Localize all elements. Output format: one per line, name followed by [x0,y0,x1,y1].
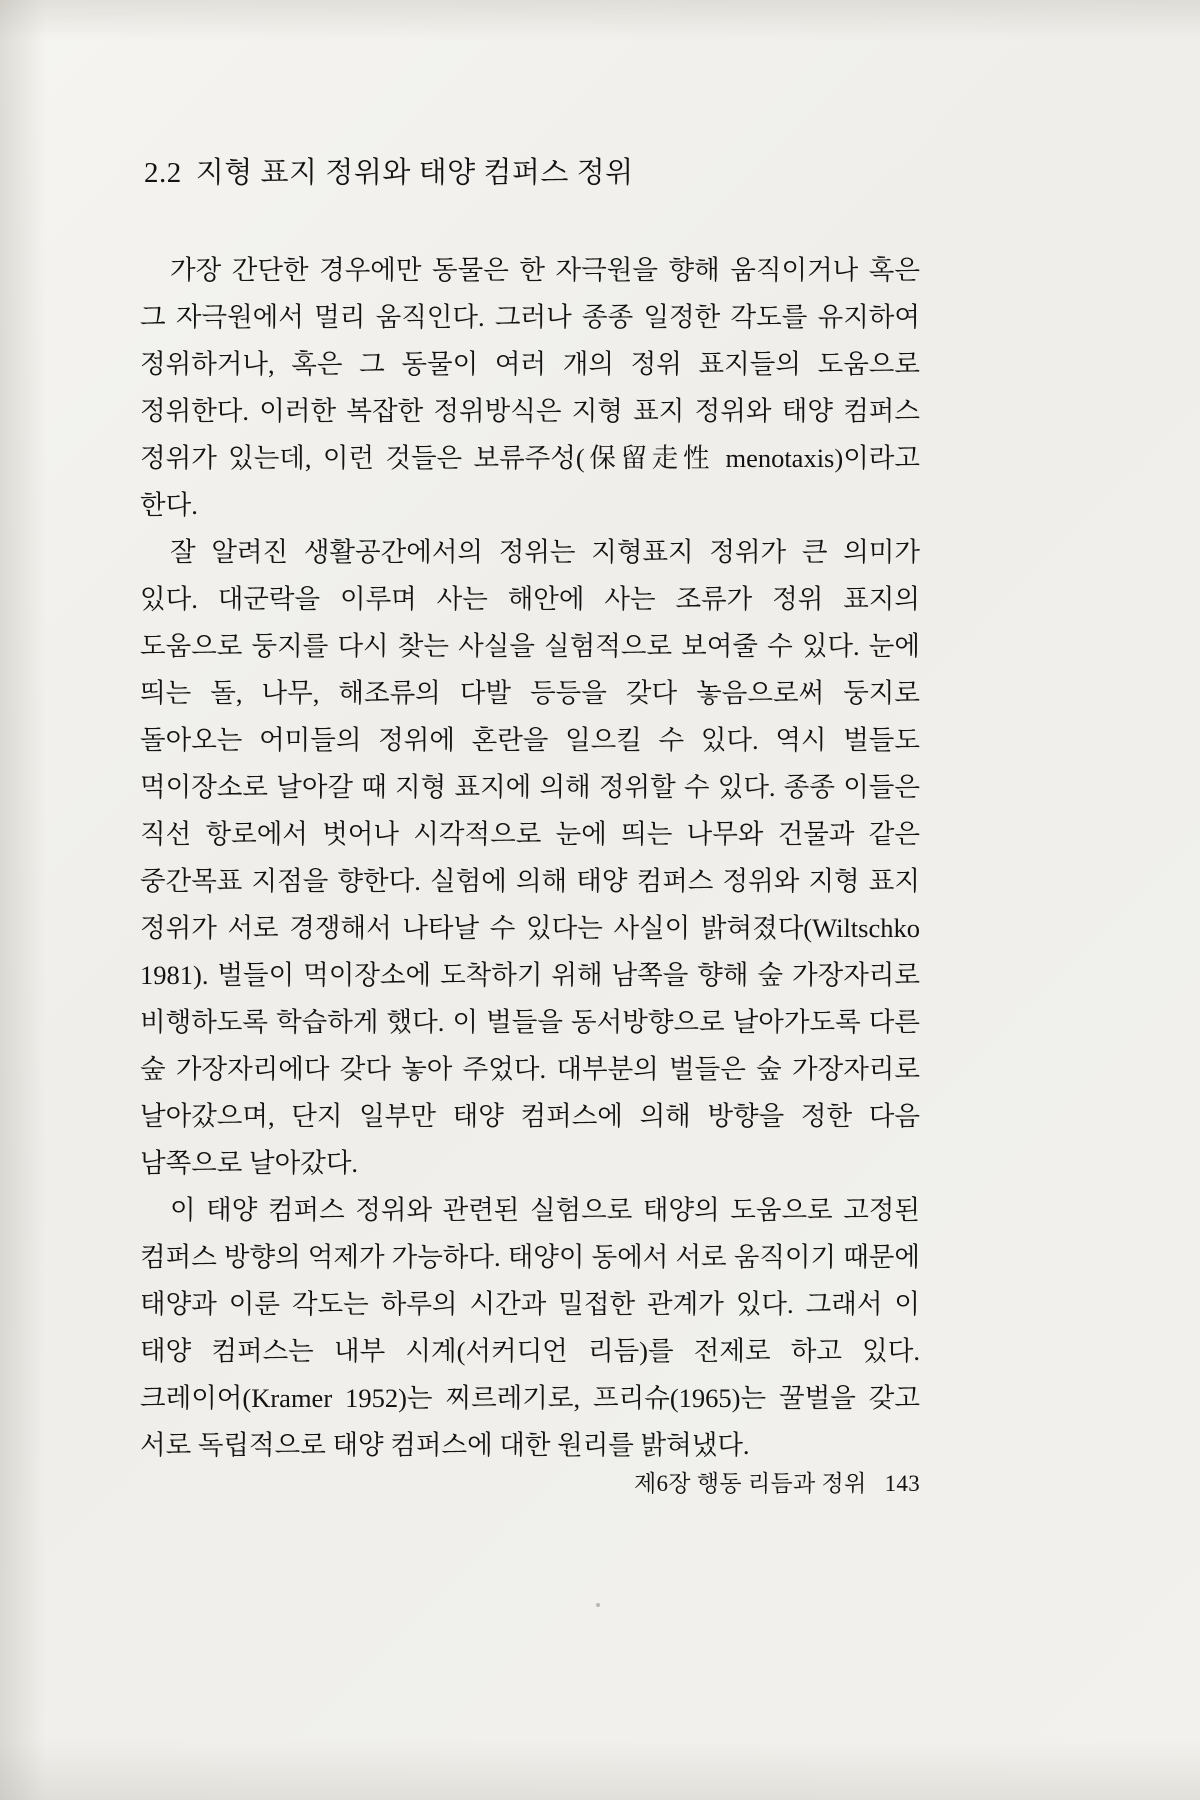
section-heading [140,150,920,191]
footer-page-number: 143 [884,1471,920,1496]
page-footer [140,1465,920,1498]
page-speck [596,1603,600,1607]
page-edge-shadow-left [0,0,46,1800]
paragraph-2: 잘 알려진 생활공간에서의 정위는 지형표지 정위가 큰 의미가 있다. 대군락을 이루며 사는 해안에 사는 조류가 정위 표지의 도움으로 둥지를 다시 찾는 사실을 실험적으로 보여줄 수 있다. 눈에 띄는 돌, 나무, 해조류의 다발 등등을 갖다 놓음으로써 둥지로 돌아오는 어미들의 정위에 혼란을 일으킬 수 있다. 역시 벌들도 먹이장소로 날아갈 때 지형 표지에 의해 정위할 수 있다. 종종 이들은 직선 항로에서 벗어나 시각적으로 눈에 띄는 나무와 건물과 같은 중간목표 지점을 향한다. 실험에 의해 태양 컴퍼스 정위와 지형 표지 정위가 서로 경쟁해서 나타날 수 있다는 사실이 밝혀졌다(Wiltschko 1981). 벌들이 먹이장소에 도착하기 위해 남쪽을 향해 숲 가장자리로 비행하도록 학습하게 했다. 이 벌들을 동서방향으로 날아가도록 다른 숲 가장자리에다 갖다 놓아 주었다. 대부분의 벌들은 숲 가장자리로 날아갔으며, 단지 일부만 태양 컴퍼스에 의해 방향을 정한 다음 남쪽으로 날아갔다. [140,537,920,1178]
section-title: 지형 표지 정위와 태양 컴퍼스 정위 [195,157,634,189]
footer-chapter-label: 제6장 행동 리듬과 정위 [633,1471,867,1496]
page-edge-shadow-top [0,0,1200,40]
paragraph-1: 가장 간단한 경우에만 동물은 한 자극원을 향해 움직이거나 혹은 그 자극원에서 멀리 움직인다. 그러나 종종 일정한 각도를 유지하여 정위하거나, 혹은 그 동물이 여러 개의 정위 표지들의 도움으로 정위한다. 이러한 복잡한 정위방식은 지형 표지 정위와 태양 컴퍼스 정위가 있는데, 이런 것들은 보류주성(保留走性 menotaxis)이라고 한다. [140,255,920,520]
page-edge-shadow-bottom [0,1740,1200,1800]
paragraph-3: 이 태양 컴퍼스 정위와 관련된 실험으로 태양의 도움으로 고정된 컴퍼스 방향의 억제가 가능하다. 태양이 동에서 서로 움직이기 때문에 태양과 이룬 각도는 하루의 시간과 밀접한 관계가 있다. 그래서 이 태양 컴퍼스는 내부 시계(서커디언 리듬)를 전제로 하고 있다. 크레이어(Kramer 1952)는 찌르레기로, 프리슈(1965)는 꿀벌을 갖고 서로 독립적으로 태양 컴퍼스에 대한 원리를 밝혀냈다. [140,1195,920,1460]
page-content [140,150,920,1469]
section-number: 2.2 [144,157,182,189]
